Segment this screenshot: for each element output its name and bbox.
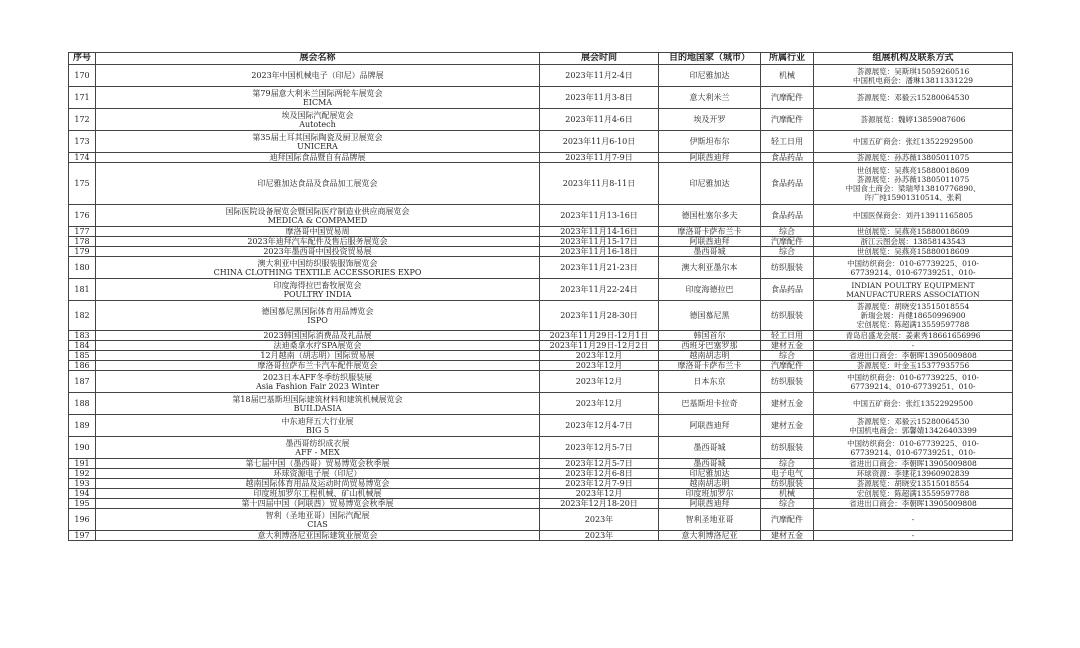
cell-exhibition-name-line: 2023日本AFF冬季纺织服装展 xyxy=(262,372,373,382)
cell-destination: 越南胡志明 xyxy=(659,351,761,361)
cell-serial-number: 177 xyxy=(69,227,96,237)
cell-exhibition-name xyxy=(96,531,540,541)
cell-destination: 智利圣地亚哥 xyxy=(659,509,761,531)
cell-serial-number: 191 xyxy=(69,459,96,469)
cell-exhibition-name-line: 埃及国际汽配展览会 xyxy=(281,110,354,120)
cell-organizer-contact-line: 中国纺织商会：010-67739225、010- xyxy=(847,438,979,448)
cell-industry: 机械 xyxy=(761,489,814,499)
cell-organizer-contact-line: 新瑞会展：肖健18650996900 xyxy=(860,311,966,320)
cell-industry: 综合 xyxy=(761,247,814,257)
cell-exhibition-name xyxy=(96,331,540,341)
cell-organizer-contact-line: - xyxy=(911,341,915,350)
cell-organizer-contact xyxy=(814,459,1013,469)
cell-organizer-contact-line: 省进出口商会：李朝晖13905009808 xyxy=(849,499,977,508)
cell-organizer-contact xyxy=(814,371,1013,393)
header-serial-number: 序号 xyxy=(69,53,96,65)
cell-serial-number: 185 xyxy=(69,351,96,361)
cell-organizer-contact-line: 中国食土商会：梁瑞琴13810776890、 xyxy=(845,183,981,193)
header-exhibition-name: 展会名称 xyxy=(96,53,540,65)
cell-exhibition-name-line: 摩洛哥拉萨布兰卡汽车配件展览会 xyxy=(257,361,378,370)
table-row xyxy=(69,489,1013,499)
cell-industry: 食品药品 xyxy=(761,205,814,227)
cell-exhibition-time: 2023年11月8-11日 xyxy=(540,163,659,205)
table-row xyxy=(69,301,1013,331)
cell-industry: 建材五金 xyxy=(761,415,814,437)
cell-organizer-contact-line: INDIAN POULTRY EQUIPMENT xyxy=(851,280,975,290)
cell-serial-number: 174 xyxy=(69,153,96,163)
cell-serial-number: 196 xyxy=(69,509,96,531)
cell-destination: 摩洛哥卡萨布兰卡 xyxy=(659,227,761,237)
cell-exhibition-name xyxy=(96,109,540,131)
cell-serial-number: 184 xyxy=(69,341,96,351)
cell-serial-number: 190 xyxy=(69,437,96,459)
table-row xyxy=(69,331,1013,341)
table-row xyxy=(69,531,1013,541)
cell-serial-number: 189 xyxy=(69,415,96,437)
cell-exhibition-name-line: EICMA xyxy=(302,97,333,107)
cell-serial-number: 170 xyxy=(69,65,96,87)
cell-organizer-contact-line: 中国纺织商会：010-67739225、010- xyxy=(847,372,979,382)
table-row xyxy=(69,437,1013,459)
cell-destination: 印度海德拉巴 xyxy=(659,279,761,301)
cell-industry: 电子电气 xyxy=(761,469,814,479)
cell-industry: 汽摩配件 xyxy=(761,237,814,247)
table-row xyxy=(69,341,1013,351)
cell-exhibition-name-line: 第七届中国（墨西哥）贸易博览会秋季展 xyxy=(245,459,390,468)
cell-serial-number: 193 xyxy=(69,479,96,489)
table-row xyxy=(69,65,1013,87)
cell-exhibition-name-line: 印尼雅加达食品及食品加工展览会 xyxy=(257,179,378,188)
cell-organizer-contact-line: 宏创展览：陈超满13559597788 xyxy=(856,489,970,498)
table-row xyxy=(69,509,1013,531)
cell-exhibition-time: 2023年12月18-20日 xyxy=(540,499,659,509)
header-industry: 所属行业 xyxy=(761,53,814,65)
cell-organizer-contact xyxy=(814,489,1013,499)
cell-destination: 印尼雅加达 xyxy=(659,163,761,205)
cell-industry: 建材五金 xyxy=(761,531,814,541)
cell-destination: 墨西哥城 xyxy=(659,247,761,257)
cell-organizer-contact xyxy=(814,301,1013,331)
cell-organizer-contact-line: 荟源展览：邓毅云15280064530 xyxy=(856,93,970,102)
cell-industry: 食品药品 xyxy=(761,153,814,163)
cell-exhibition-name-line: 摩洛哥中国贸易周 xyxy=(285,227,350,236)
cell-exhibition-time: 2023年11月4-6日 xyxy=(540,109,659,131)
cell-exhibition-name-line: Asia Fashion Fair 2023 Winter xyxy=(255,381,380,391)
cell-exhibition-time: 2023年 xyxy=(540,531,659,541)
cell-serial-number: 192 xyxy=(69,469,96,479)
cell-organizer-contact-line: 67739214、010-67739251、010- xyxy=(850,447,976,457)
cell-industry: 纺织服装 xyxy=(761,437,814,459)
cell-industry: 建材五金 xyxy=(761,393,814,415)
cell-exhibition-name-line: 2023年迪拜汽车配件及售后服务展览会 xyxy=(247,237,388,246)
cell-exhibition-name-line: UNICERA xyxy=(297,141,338,151)
cell-organizer-contact xyxy=(814,247,1013,257)
cell-industry: 食品药品 xyxy=(761,163,814,205)
cell-exhibition-time: 2023年11月7-9日 xyxy=(540,153,659,163)
cell-organizer-contact-line: 环球资源：李建花13960902839 xyxy=(856,469,970,478)
cell-exhibition-name-line: 中东迪拜五大行业展 xyxy=(281,416,354,426)
table-row xyxy=(69,247,1013,257)
exhibition-schedule-page xyxy=(68,52,1012,541)
cell-organizer-contact-line: 青岛启盛龙会展：姜素秀18661656996 xyxy=(845,331,981,340)
cell-exhibition-name xyxy=(96,279,540,301)
cell-organizer-contact xyxy=(814,437,1013,459)
cell-destination: 印尼雅加达 xyxy=(659,469,761,479)
cell-serial-number: 186 xyxy=(69,361,96,371)
cell-exhibition-time: 2023年12月5-7日 xyxy=(540,459,659,469)
cell-exhibition-name-line: Autotech xyxy=(299,119,336,129)
cell-exhibition-time: 2023年11月29日-12月2日 xyxy=(540,341,659,351)
table-row xyxy=(69,479,1013,489)
table-row xyxy=(69,361,1013,371)
cell-serial-number: 175 xyxy=(69,163,96,205)
cell-destination: 阿联酋迪拜 xyxy=(659,499,761,509)
cell-exhibition-name-line: 2023韩国国际消费品及礼品展 xyxy=(263,331,372,340)
cell-exhibition-time: 2023年12月5-7日 xyxy=(540,437,659,459)
cell-organizer-contact-line: - xyxy=(911,515,915,524)
cell-destination: 阿联酋迪拜 xyxy=(659,237,761,247)
cell-industry: 纺织服装 xyxy=(761,257,814,279)
table-row xyxy=(69,87,1013,109)
cell-exhibition-time: 2023年11月2-4日 xyxy=(540,65,659,87)
header-exhibition-time: 展会时间 xyxy=(540,53,659,65)
cell-organizer-contact xyxy=(814,227,1013,237)
cell-exhibition-name xyxy=(96,163,540,205)
cell-exhibition-time: 2023年11月21-23日 xyxy=(540,257,659,279)
cell-destination: 墨西哥城 xyxy=(659,459,761,469)
cell-industry: 汽摩配件 xyxy=(761,361,814,371)
cell-serial-number: 171 xyxy=(69,87,96,109)
cell-organizer-contact xyxy=(814,257,1013,279)
cell-serial-number: 178 xyxy=(69,237,96,247)
cell-industry: 汽摩配件 xyxy=(761,109,814,131)
cell-exhibition-name-line: AFF - MEX xyxy=(295,447,340,457)
cell-exhibition-name xyxy=(96,301,540,331)
cell-organizer-contact-line: 中国纺织商会：010-67739225、010- xyxy=(847,258,979,268)
cell-exhibition-name xyxy=(96,479,540,489)
exhibition-table xyxy=(68,52,1013,541)
cell-serial-number: 181 xyxy=(69,279,96,301)
cell-organizer-contact-line: 荟源展览：魏婷13859087606 xyxy=(860,115,966,124)
cell-organizer-contact-line: 荟源展览：吴斯琪15059260516 xyxy=(856,66,970,76)
table-row xyxy=(69,227,1013,237)
cell-destination: 德国慕尼黑 xyxy=(659,301,761,331)
table-row xyxy=(69,205,1013,227)
cell-exhibition-name xyxy=(96,351,540,361)
table-row xyxy=(69,237,1013,247)
cell-destination: 伊斯坦布尔 xyxy=(659,131,761,153)
cell-serial-number: 176 xyxy=(69,205,96,227)
cell-exhibition-time: 2023年12月6-8日 xyxy=(540,469,659,479)
cell-exhibition-time: 2023年12月7-9日 xyxy=(540,479,659,489)
cell-destination: 越南胡志明 xyxy=(659,479,761,489)
cell-organizer-contact-line: 省进出口商会：李朝晖13905009808 xyxy=(849,351,977,360)
cell-serial-number: 188 xyxy=(69,393,96,415)
cell-exhibition-name xyxy=(96,257,540,279)
cell-organizer-contact-line: 许广纯15901310514、张莉 xyxy=(864,192,962,202)
cell-exhibition-name xyxy=(96,131,540,153)
cell-exhibition-name xyxy=(96,205,540,227)
cell-serial-number: 197 xyxy=(69,531,96,541)
cell-exhibition-time: 2023年11月6-10日 xyxy=(540,131,659,153)
cell-serial-number: 182 xyxy=(69,301,96,331)
cell-serial-number: 194 xyxy=(69,489,96,499)
cell-exhibition-name-line: 12月越南（胡志明）国际贸易展 xyxy=(260,351,375,360)
cell-exhibition-name xyxy=(96,415,540,437)
cell-exhibition-time: 2023年 xyxy=(540,509,659,531)
cell-industry: 纺织服装 xyxy=(761,371,814,393)
cell-exhibition-name-line: CHINA CLOTHING TEXTILE ACCESSORIES EXPO xyxy=(213,267,422,277)
cell-exhibition-name-line: 第79届意大利米兰国际两轮车展览会 xyxy=(252,88,383,98)
cell-industry: 机械 xyxy=(761,65,814,87)
cell-exhibition-time: 2023年12月 xyxy=(540,489,659,499)
cell-exhibition-name xyxy=(96,393,540,415)
cell-destination: 埃及开罗 xyxy=(659,109,761,131)
table-row xyxy=(69,163,1013,205)
header-organizer-contact: 组展机构及联系方式 xyxy=(814,53,1013,65)
cell-industry: 综合 xyxy=(761,351,814,361)
cell-destination: 墨西哥城 xyxy=(659,437,761,459)
cell-exhibition-name-line: 法迪桑拿水疗SPA展览会 xyxy=(273,341,362,350)
cell-industry: 综合 xyxy=(761,227,814,237)
cell-exhibition-name-line: BIG 5 xyxy=(305,425,330,435)
cell-organizer-contact xyxy=(814,87,1013,109)
cell-exhibition-name-line: POULTRY INDIA xyxy=(283,289,352,299)
cell-exhibition-name-line: 第18届巴基斯坦国际建筑材料和建筑机械展览会 xyxy=(232,394,403,404)
cell-exhibition-name xyxy=(96,437,540,459)
cell-exhibition-name xyxy=(96,509,540,531)
cell-exhibition-name-line: 印度班加罗尔工程机械、矿山机械展 xyxy=(253,489,382,498)
cell-industry: 汽摩配件 xyxy=(761,509,814,531)
cell-organizer-contact-line: 宏创展览：陈超满13559597788 xyxy=(856,320,970,329)
cell-organizer-contact-line: 荟源展览：邓毅云15280064530 xyxy=(856,416,970,426)
cell-industry: 纺织服装 xyxy=(761,479,814,489)
cell-exhibition-time: 2023年11月29日-12月1日 xyxy=(540,331,659,341)
cell-organizer-contact xyxy=(814,65,1013,87)
cell-destination: 意大利米兰 xyxy=(659,87,761,109)
cell-organizer-contact xyxy=(814,479,1013,489)
cell-serial-number: 172 xyxy=(69,109,96,131)
cell-organizer-contact xyxy=(814,361,1013,371)
cell-organizer-contact xyxy=(814,351,1013,361)
cell-organizer-contact-line: 世创展览：吴燕亮15880018609 xyxy=(856,227,970,236)
cell-organizer-contact-line: 荟源展览：叶金玉15377935756 xyxy=(856,361,970,370)
cell-organizer-contact-line: 中国机电商会：郭馨婧13426403399 xyxy=(849,425,977,435)
cell-serial-number: 187 xyxy=(69,371,96,393)
cell-industry: 纺织服装 xyxy=(761,301,814,331)
cell-exhibition-time: 2023年11月16-18日 xyxy=(540,247,659,257)
cell-exhibition-time: 2023年11月3-8日 xyxy=(540,87,659,109)
cell-exhibition-name-line: 印度海得拉巴畜牧展览会 xyxy=(273,280,362,290)
cell-organizer-contact xyxy=(814,415,1013,437)
cell-organizer-contact-line: 中国机电商会：潘琳13811331229 xyxy=(853,75,973,85)
cell-exhibition-time: 2023年12月 xyxy=(540,361,659,371)
cell-exhibition-name xyxy=(96,153,540,163)
cell-serial-number: 180 xyxy=(69,257,96,279)
cell-exhibition-name xyxy=(96,361,540,371)
cell-destination: 日本东京 xyxy=(659,371,761,393)
cell-organizer-contact-line: 荟源展览：胡晓安13515018554 xyxy=(856,479,970,488)
cell-exhibition-time: 2023年11月28-30日 xyxy=(540,301,659,331)
cell-organizer-contact-line: 荟源展览：胡晓安13515018554 xyxy=(856,302,970,311)
cell-exhibition-name-line: 2023年中国机械电子（印尼）品牌展 xyxy=(251,71,384,80)
cell-destination: 澳大利亚墨尔本 xyxy=(659,257,761,279)
cell-exhibition-name-line: 第35届土耳其国际陶瓷及厨卫展览会 xyxy=(252,132,383,142)
cell-exhibition-name xyxy=(96,499,540,509)
table-row xyxy=(69,469,1013,479)
cell-exhibition-name-line: CIAS xyxy=(307,519,328,529)
cell-organizer-contact-line: MANUFACTURERS ASSOCIATION xyxy=(846,289,980,299)
table-row xyxy=(69,257,1013,279)
table-body xyxy=(69,65,1013,541)
cell-exhibition-name xyxy=(96,371,540,393)
table-row xyxy=(69,459,1013,469)
cell-exhibition-name-line: 越南国际体育用品及运动时尚贸易博览会 xyxy=(245,479,390,488)
table-row xyxy=(69,393,1013,415)
cell-exhibition-name xyxy=(96,87,540,109)
cell-exhibition-name xyxy=(96,459,540,469)
cell-exhibition-name-line: 澳大利亚中国纺织服装服饰展览会 xyxy=(257,258,378,268)
cell-exhibition-time: 2023年11月14-16日 xyxy=(540,227,659,237)
cell-destination: 意大利博洛尼亚 xyxy=(659,531,761,541)
table-row xyxy=(69,351,1013,361)
cell-destination: 印尼雅加达 xyxy=(659,65,761,87)
cell-organizer-contact-line: 荟源展览：孙苏薇13805011075 xyxy=(856,153,970,162)
cell-organizer-contact-line: 中国五矿商会：张红13522929500 xyxy=(853,399,973,408)
cell-exhibition-name xyxy=(96,227,540,237)
table-row xyxy=(69,415,1013,437)
table-row xyxy=(69,109,1013,131)
cell-industry: 综合 xyxy=(761,459,814,469)
table-row xyxy=(69,371,1013,393)
cell-organizer-contact xyxy=(814,331,1013,341)
cell-industry: 建材五金 xyxy=(761,341,814,351)
cell-organizer-contact xyxy=(814,237,1013,247)
table-header-row xyxy=(69,53,1013,65)
cell-exhibition-time: 2023年11月13-16日 xyxy=(540,205,659,227)
cell-exhibition-time: 2023年12月4-7日 xyxy=(540,415,659,437)
cell-organizer-contact xyxy=(814,341,1013,351)
cell-organizer-contact xyxy=(814,393,1013,415)
cell-organizer-contact xyxy=(814,531,1013,541)
cell-organizer-contact xyxy=(814,153,1013,163)
cell-organizer-contact xyxy=(814,469,1013,479)
cell-exhibition-name-line: 德国慕尼黑国际体育用品博览会 xyxy=(261,306,374,316)
table-row xyxy=(69,279,1013,301)
cell-exhibition-name xyxy=(96,489,540,499)
cell-exhibition-name-line: 墨西哥纺织成衣展 xyxy=(285,438,350,448)
cell-exhibition-name xyxy=(96,247,540,257)
cell-organizer-contact-line: 世创展览：吴燕亮15880018609 xyxy=(856,165,970,175)
cell-destination: 印度班加罗尔 xyxy=(659,489,761,499)
cell-organizer-contact-line: 世创展览：吴燕亮15880018609 xyxy=(856,247,970,256)
cell-organizer-contact xyxy=(814,205,1013,227)
cell-organizer-contact xyxy=(814,509,1013,531)
cell-destination: 阿联酋迪拜 xyxy=(659,153,761,163)
cell-organizer-contact-line: 浙江云图会展：13858143543 xyxy=(860,237,966,246)
cell-destination: 德国杜塞尔多夫 xyxy=(659,205,761,227)
cell-organizer-contact-line: - xyxy=(911,531,915,540)
cell-exhibition-name xyxy=(96,341,540,351)
cell-exhibition-name-line: ISPO xyxy=(307,315,328,325)
cell-serial-number: 179 xyxy=(69,247,96,257)
cell-organizer-contact-line: 荟源展览：孙苏薇13805011075 xyxy=(856,174,970,184)
cell-industry: 汽摩配件 xyxy=(761,87,814,109)
cell-serial-number: 173 xyxy=(69,131,96,153)
cell-exhibition-name-line: 第十四届中国（阿联酋）贸易博览会秋季展 xyxy=(241,499,394,508)
cell-industry: 综合 xyxy=(761,499,814,509)
cell-industry: 食品药品 xyxy=(761,279,814,301)
cell-destination: 摩洛哥卡萨布兰卡 xyxy=(659,361,761,371)
cell-organizer-contact-line: 67739214、010-67739251、010- xyxy=(850,267,976,277)
cell-exhibition-name-line: 智利（圣地亚哥）国际汽配展 xyxy=(265,510,370,520)
cell-exhibition-time: 2023年12月 xyxy=(540,351,659,361)
cell-exhibition-name xyxy=(96,237,540,247)
cell-organizer-contact xyxy=(814,499,1013,509)
cell-exhibition-time: 2023年11月15-17日 xyxy=(540,237,659,247)
cell-destination: 西班牙巴塞罗那 xyxy=(659,341,761,351)
cell-exhibition-name xyxy=(96,469,540,479)
table-row xyxy=(69,131,1013,153)
cell-industry: 轻工日用 xyxy=(761,131,814,153)
cell-organizer-contact xyxy=(814,279,1013,301)
cell-exhibition-name-line: 环球资源电子展（印尼） xyxy=(273,469,362,478)
cell-exhibition-time: 2023年12月 xyxy=(540,393,659,415)
header-destination: 目的地国家（城市） xyxy=(659,53,761,65)
cell-serial-number: 195 xyxy=(69,499,96,509)
cell-organizer-contact xyxy=(814,131,1013,153)
cell-exhibition-name-line: 2023年墨西哥中国投资贸易展 xyxy=(263,247,372,256)
cell-exhibition-time: 2023年11月22-24日 xyxy=(540,279,659,301)
cell-destination: 巴基斯坦卡拉奇 xyxy=(659,393,761,415)
table-row xyxy=(69,499,1013,509)
cell-exhibition-name-line: 迪拜国际食品暨自有品牌展 xyxy=(269,153,366,162)
cell-destination: 韩国首尔 xyxy=(659,331,761,341)
cell-organizer-contact-line: 省进出口商会：李朝晖13905009808 xyxy=(849,459,977,468)
table-row xyxy=(69,153,1013,163)
cell-organizer-contact-line: 中国五矿商会：张红13522929500 xyxy=(853,137,973,146)
cell-exhibition-name-line: MEDICA & COMPAMED xyxy=(267,215,368,225)
cell-destination: 阿联酋迪拜 xyxy=(659,415,761,437)
cell-industry: 轻工日用 xyxy=(761,331,814,341)
cell-serial-number: 183 xyxy=(69,331,96,341)
cell-organizer-contact-line: 67739214、010-67739251、010- xyxy=(850,381,976,391)
cell-exhibition-name-line: BUILDASIA xyxy=(293,403,342,413)
cell-organizer-contact xyxy=(814,163,1013,205)
cell-exhibition-time: 2023年12月 xyxy=(540,371,659,393)
cell-exhibition-name-line: 国际医院设备展览会暨国际医疗制造业供应商展览会 xyxy=(225,206,410,216)
cell-exhibition-name-line: 意大利博洛尼亚国际建筑业展览会 xyxy=(257,531,378,540)
cell-exhibition-name xyxy=(96,65,540,87)
cell-organizer-contact-line: 中国医保商会：刘丹13911165805 xyxy=(853,211,973,220)
cell-organizer-contact xyxy=(814,109,1013,131)
